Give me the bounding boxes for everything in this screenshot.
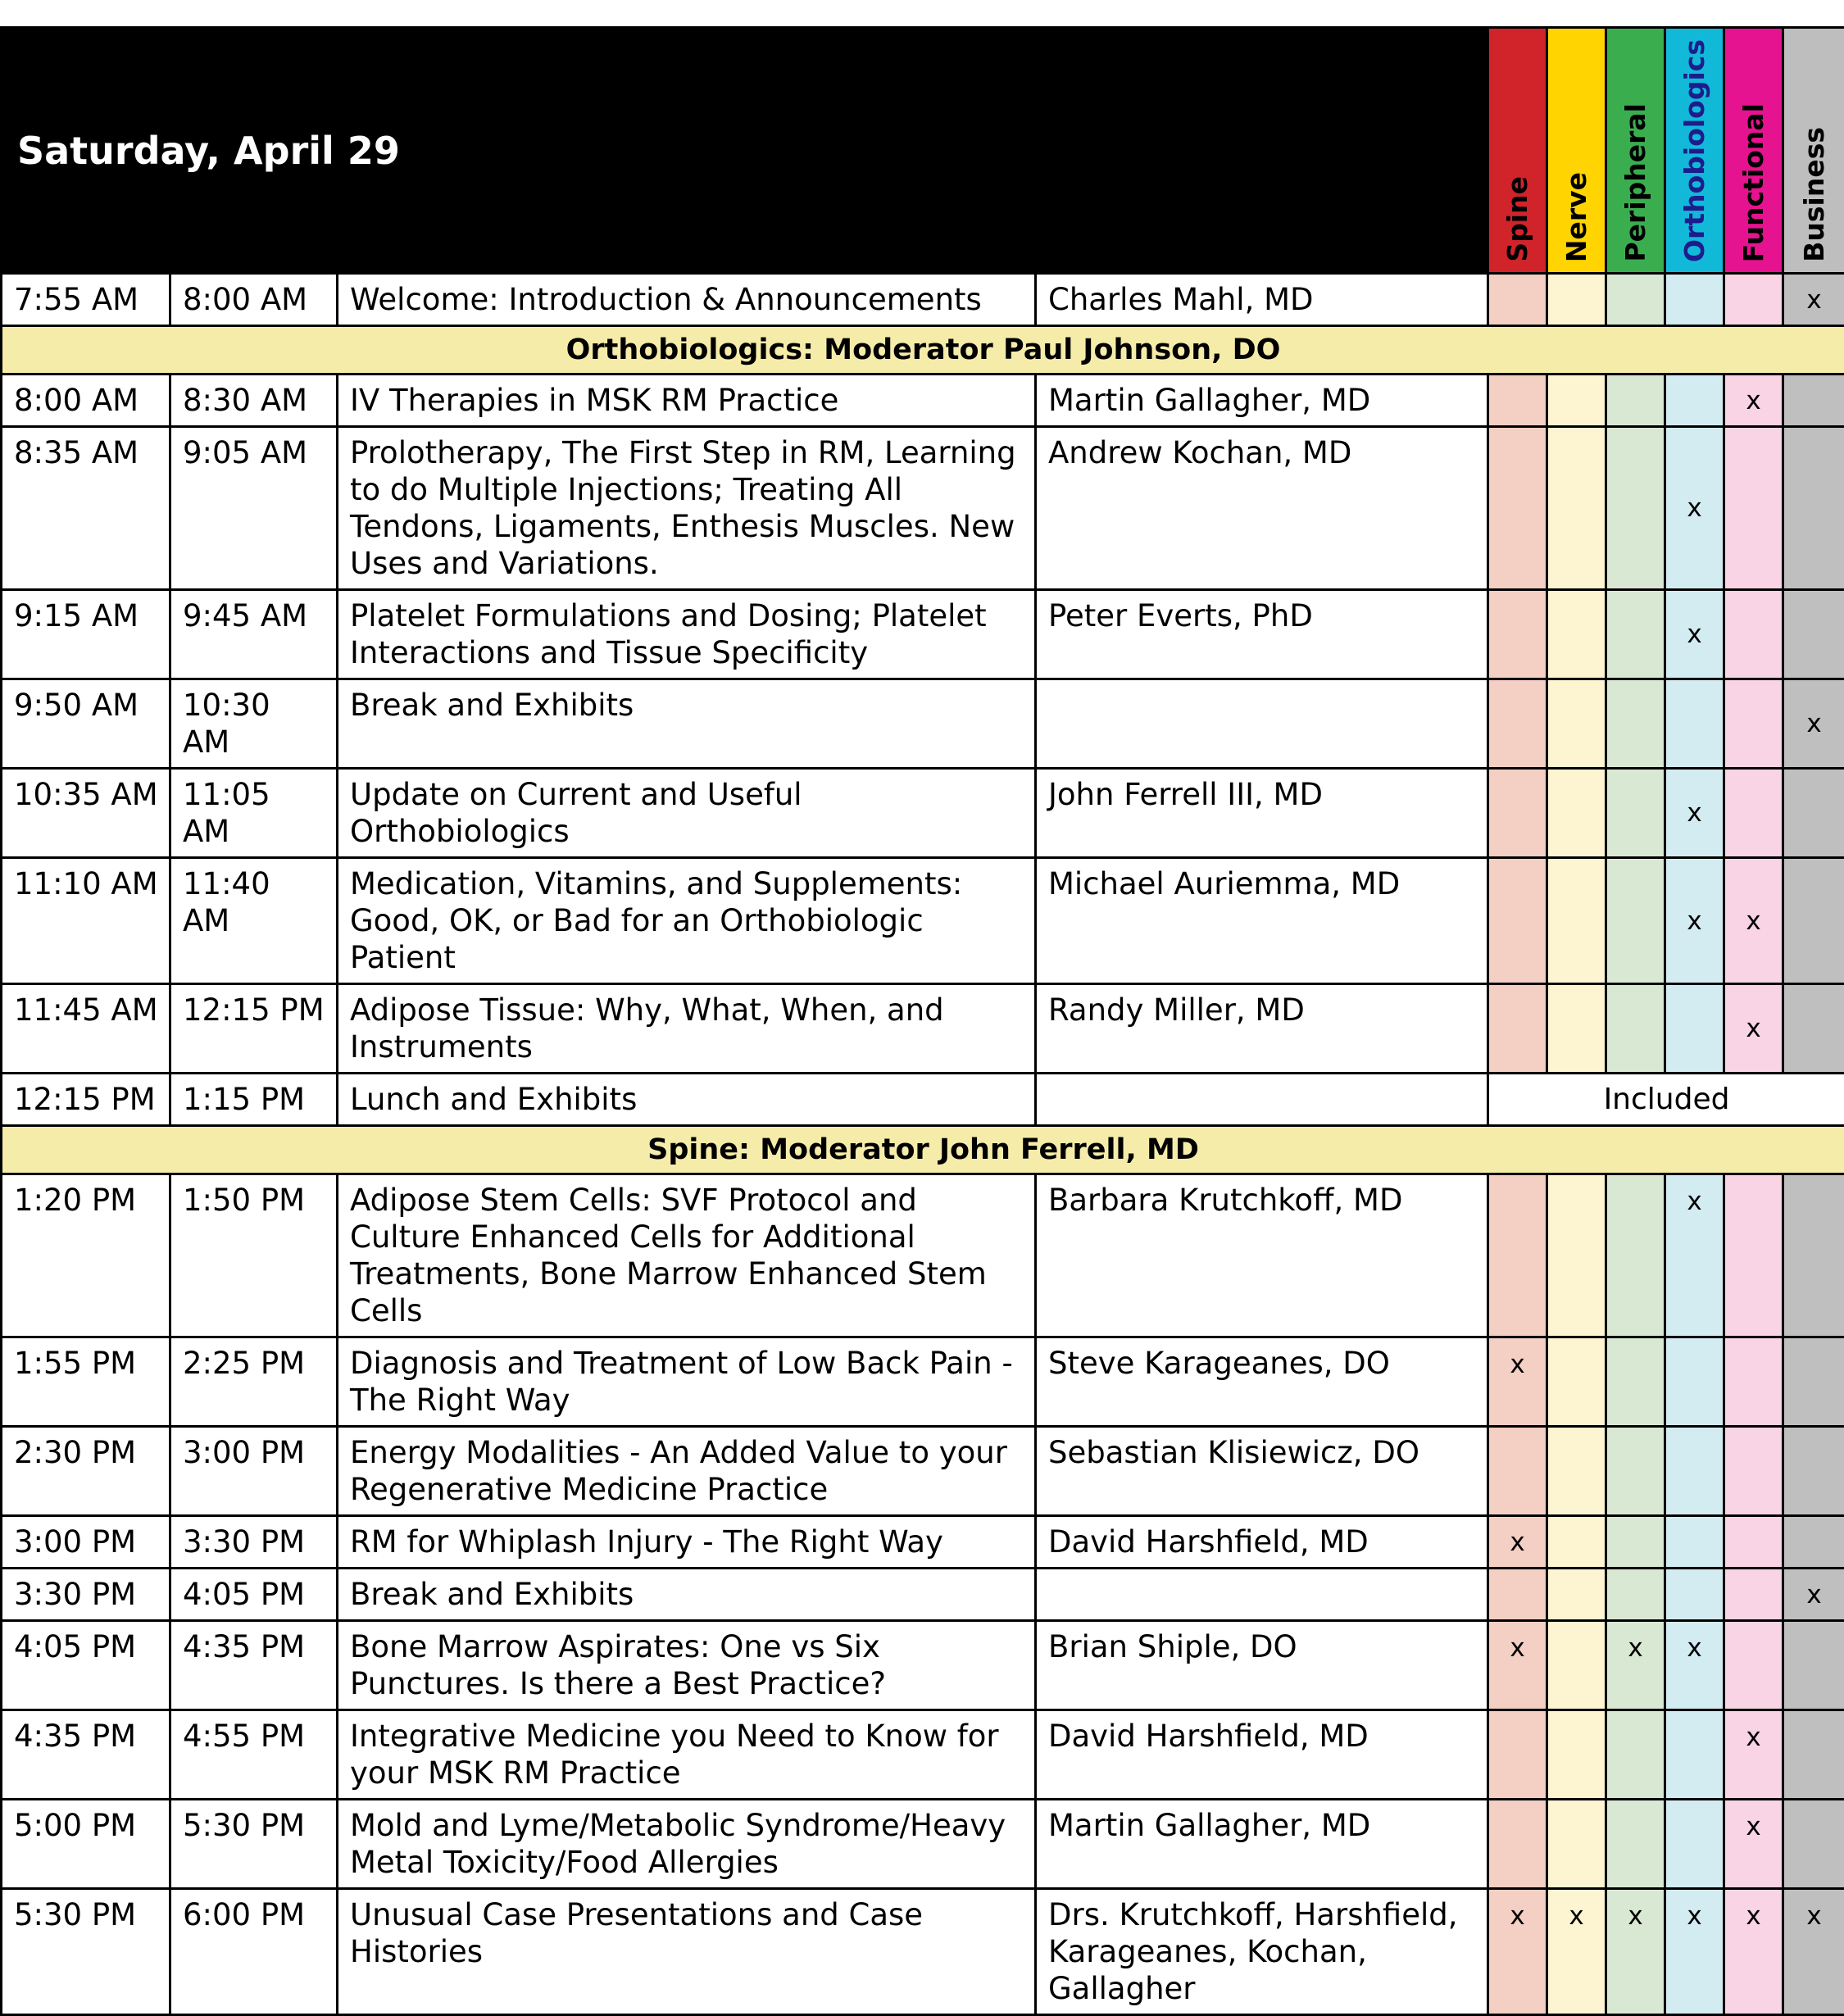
start-time: 8:00 AM: [2, 375, 170, 427]
mark-peripheral: [1606, 1569, 1665, 1621]
mark-spine: [1488, 375, 1547, 427]
session-title: Lunch and Exhibits: [338, 1074, 1036, 1126]
session-row: [2, 1516, 1844, 1569]
mark-business: [1783, 1427, 1844, 1516]
speaker: Peter Everts, PhD: [1036, 590, 1488, 679]
mark-functional: [1724, 769, 1783, 858]
mark-spine: [1488, 1174, 1547, 1337]
mark-nerve: [1547, 590, 1606, 679]
speaker: Brian Shiple, DO: [1036, 1621, 1488, 1710]
mark-peripheral: [1606, 679, 1665, 769]
mark-nerve: [1547, 1621, 1606, 1710]
mark-spine: x: [1488, 1337, 1547, 1427]
mark-business: [1783, 984, 1844, 1074]
mark-peripheral: [1606, 274, 1665, 326]
speaker: Drs. Krutchkoff, Harshfield, Karageanes, Kochan, Gallagher: [1036, 1889, 1488, 2015]
mark-functional: [1724, 1174, 1783, 1337]
start-time: 9:50 AM: [2, 679, 170, 769]
start-time: 4:05 PM: [2, 1621, 170, 1710]
category-header-spine: [1488, 28, 1547, 274]
mark-nerve: [1547, 1337, 1606, 1427]
mark-business: [1783, 1337, 1844, 1427]
page-title: Saturday, April 29: [17, 129, 400, 173]
session-title: Energy Modalities - An Added Value to your Regenerative Medicine Practice: [338, 1427, 1036, 1516]
mark-orthobiologics: [1665, 375, 1724, 427]
category-label-spine: Spine: [1504, 176, 1531, 262]
mark-functional: [1724, 1569, 1783, 1621]
mark-orthobiologics: [1665, 984, 1724, 1074]
mark-orthobiologics: [1665, 679, 1724, 769]
mark-functional: x: [1724, 984, 1783, 1074]
end-time: 10:30 AM: [170, 679, 338, 769]
start-time: 7:55 AM: [2, 274, 170, 326]
speaker: [1036, 1569, 1488, 1621]
mark-spine: [1488, 274, 1547, 326]
mark-orthobiologics: [1665, 1710, 1724, 1800]
mark-nerve: [1547, 375, 1606, 427]
mark-spine: [1488, 590, 1547, 679]
end-time: 5:30 PM: [170, 1800, 338, 1889]
session-row: [2, 1889, 1844, 2015]
mark-business: [1783, 427, 1844, 590]
mark-nerve: [1547, 858, 1606, 984]
end-time: 8:30 AM: [170, 375, 338, 427]
mark-peripheral: [1606, 1337, 1665, 1427]
speaker: Steve Karageanes, DO: [1036, 1337, 1488, 1427]
mark-orthobiologics: x: [1665, 769, 1724, 858]
mark-orthobiologics: x: [1665, 427, 1724, 590]
end-time: 11:05 AM: [170, 769, 338, 858]
mark-nerve: [1547, 1569, 1606, 1621]
speaker: John Ferrell III, MD: [1036, 769, 1488, 858]
mark-functional: [1724, 679, 1783, 769]
speaker: Barbara Krutchkoff, MD: [1036, 1174, 1488, 1337]
mark-orthobiologics: x: [1665, 1621, 1724, 1710]
mark-functional: [1724, 427, 1783, 590]
mark-business: [1783, 1800, 1844, 1889]
end-time: 1:50 PM: [170, 1174, 338, 1337]
mark-nerve: [1547, 1516, 1606, 1569]
session-title: Update on Current and Useful Orthobiologics: [338, 769, 1036, 858]
mark-nerve: [1547, 1710, 1606, 1800]
mark-business: [1783, 1621, 1844, 1710]
mark-peripheral: [1606, 1427, 1665, 1516]
session-title: Integrative Medicine you Need to Know for your MSK RM Practice: [338, 1710, 1036, 1800]
mark-functional: [1724, 1427, 1783, 1516]
session-row: [2, 1337, 1844, 1427]
end-time: 9:45 AM: [170, 590, 338, 679]
speaker: Martin Gallagher, MD: [1036, 1800, 1488, 1889]
speaker: David Harshfield, MD: [1036, 1516, 1488, 1569]
mark-functional: [1724, 1516, 1783, 1569]
mark-peripheral: [1606, 427, 1665, 590]
speaker: [1036, 1074, 1488, 1126]
mark-spine: [1488, 1569, 1547, 1621]
category-header-peripheral: [1606, 28, 1665, 274]
start-time: 10:35 AM: [2, 769, 170, 858]
end-time: 1:15 PM: [170, 1074, 338, 1126]
mark-spine: x: [1488, 1621, 1547, 1710]
mark-business: [1783, 1710, 1844, 1800]
category-label-orthobiologics: Orthobiologics: [1681, 39, 1708, 262]
session-row: [2, 1800, 1844, 1889]
session-row: [2, 1621, 1844, 1710]
session-title: Platelet Formulations and Dosing; Platelet Interactions and Tissue Specificity: [338, 590, 1036, 679]
mark-nerve: [1547, 984, 1606, 1074]
start-time: 4:35 PM: [2, 1710, 170, 1800]
category-label-nerve: Nerve: [1563, 172, 1590, 262]
mark-business: [1783, 1174, 1844, 1337]
end-time: 4:55 PM: [170, 1710, 338, 1800]
mark-orthobiologics: x: [1665, 590, 1724, 679]
speaker: Charles Mahl, MD: [1036, 274, 1488, 326]
session-row: [2, 1074, 1844, 1126]
session-row: [2, 858, 1844, 984]
speaker: Martin Gallagher, MD: [1036, 375, 1488, 427]
start-time: 8:35 AM: [2, 427, 170, 590]
mark-nerve: x: [1547, 1889, 1606, 2015]
mark-business: [1783, 590, 1844, 679]
mark-functional: [1724, 1621, 1783, 1710]
session-row: [2, 375, 1844, 427]
mark-functional: x: [1724, 1710, 1783, 1800]
session-title: Adipose Tissue: Why, What, When, and Instruments: [338, 984, 1036, 1074]
mark-orthobiologics: [1665, 1427, 1724, 1516]
mark-spine: [1488, 1710, 1547, 1800]
mark-nerve: [1547, 1174, 1606, 1337]
mark-spine: [1488, 1427, 1547, 1516]
end-time: 8:00 AM: [170, 274, 338, 326]
mark-orthobiologics: x: [1665, 1889, 1724, 2015]
start-time: 1:55 PM: [2, 1337, 170, 1427]
section-header: Spine: Moderator John Ferrell, MD: [2, 1126, 1844, 1174]
session-title: Mold and Lyme/Metabolic Syndrome/Heavy Metal Toxicity/Food Allergies: [338, 1800, 1036, 1889]
mark-business: [1783, 769, 1844, 858]
session-row: [2, 1427, 1844, 1516]
mark-peripheral: [1606, 1174, 1665, 1337]
start-time: 1:20 PM: [2, 1174, 170, 1337]
mark-peripheral: [1606, 858, 1665, 984]
mark-business: [1783, 375, 1844, 427]
speaker: Randy Miller, MD: [1036, 984, 1488, 1074]
speaker: Sebastian Klisiewicz, DO: [1036, 1427, 1488, 1516]
session-title: Bone Marrow Aspirates: One vs Six Punctures. Is there a Best Practice?: [338, 1621, 1036, 1710]
speaker: Michael Auriemma, MD: [1036, 858, 1488, 984]
session-title: Medication, Vitamins, and Supplements: Good, OK, or Bad for an Orthobiologic Patient: [338, 858, 1036, 984]
start-time: 9:15 AM: [2, 590, 170, 679]
mark-peripheral: [1606, 1516, 1665, 1569]
end-time: 2:25 PM: [170, 1337, 338, 1427]
start-time: 11:45 AM: [2, 984, 170, 1074]
start-time: 3:00 PM: [2, 1516, 170, 1569]
session-row: [2, 274, 1844, 326]
end-time: 3:00 PM: [170, 1427, 338, 1516]
mark-nerve: [1547, 679, 1606, 769]
mark-peripheral: [1606, 1800, 1665, 1889]
mark-business: x: [1783, 274, 1844, 326]
session-row: [2, 1710, 1844, 1800]
section-row: [2, 326, 1844, 375]
category-header-functional: [1724, 28, 1783, 274]
mark-functional: [1724, 274, 1783, 326]
mark-spine: x: [1488, 1516, 1547, 1569]
session-title: Unusual Case Presentations and Case Histories: [338, 1889, 1036, 2015]
mark-business: [1783, 858, 1844, 984]
session-row: [2, 590, 1844, 679]
mark-spine: [1488, 858, 1547, 984]
end-time: 4:35 PM: [170, 1621, 338, 1710]
mark-orthobiologics: [1665, 1337, 1724, 1427]
mark-functional: [1724, 1337, 1783, 1427]
mark-peripheral: x: [1606, 1889, 1665, 2015]
mark-peripheral: x: [1606, 1621, 1665, 1710]
schedule-table: [0, 26, 1844, 2016]
session-title: RM for Whiplash Injury - The Right Way: [338, 1516, 1036, 1569]
category-header-orthobiologics: [1665, 28, 1724, 274]
mark-functional: x: [1724, 858, 1783, 984]
category-header-business: [1783, 28, 1844, 274]
mark-orthobiologics: [1665, 1569, 1724, 1621]
session-title: Break and Exhibits: [338, 1569, 1036, 1621]
end-time: 12:15 PM: [170, 984, 338, 1074]
speaker: David Harshfield, MD: [1036, 1710, 1488, 1800]
header-row: [2, 28, 1844, 274]
mark-functional: [1724, 590, 1783, 679]
mark-orthobiologics: x: [1665, 858, 1724, 984]
mark-business: [1783, 1516, 1844, 1569]
mark-business: x: [1783, 679, 1844, 769]
mark-peripheral: [1606, 769, 1665, 858]
mark-spine: [1488, 679, 1547, 769]
section-header: Orthobiologics: Moderator Paul Johnson, DO: [2, 326, 1844, 375]
category-label-business: Business: [1801, 127, 1828, 262]
end-time: 11:40 AM: [170, 858, 338, 984]
mark-functional: x: [1724, 1800, 1783, 1889]
category-label-peripheral: Peripheral: [1622, 103, 1649, 262]
end-time: 6:00 PM: [170, 1889, 338, 2015]
mark-functional: x: [1724, 1889, 1783, 2015]
mark-spine: [1488, 427, 1547, 590]
session-title: Welcome: Introduction & Announcements: [338, 274, 1036, 326]
mark-nerve: [1547, 274, 1606, 326]
end-time: 9:05 AM: [170, 427, 338, 590]
mark-spine: x: [1488, 1889, 1547, 2015]
mark-nerve: [1547, 769, 1606, 858]
start-time: 2:30 PM: [2, 1427, 170, 1516]
session-title: Diagnosis and Treatment of Low Back Pain - The Right Way: [338, 1337, 1036, 1427]
mark-nerve: [1547, 1427, 1606, 1516]
session-row: [2, 679, 1844, 769]
start-time: 5:00 PM: [2, 1800, 170, 1889]
start-time: 3:30 PM: [2, 1569, 170, 1621]
mark-peripheral: [1606, 375, 1665, 427]
session-row: [2, 1569, 1844, 1621]
section-row: [2, 1126, 1844, 1174]
session-title: Prolotherapy, The First Step in RM, Learning to do Multiple Injections; Treating All Tendons, Ligaments, Enthesis Muscles. New Uses and Variations.: [338, 427, 1036, 590]
start-time: 5:30 PM: [2, 1889, 170, 2015]
mark-nerve: [1547, 427, 1606, 590]
schedule-body: [2, 274, 1844, 2015]
included-label: Included: [1488, 1074, 1844, 1126]
mark-functional: x: [1724, 375, 1783, 427]
mark-orthobiologics: x: [1665, 1174, 1724, 1337]
mark-peripheral: [1606, 984, 1665, 1074]
mark-orthobiologics: [1665, 1800, 1724, 1889]
end-time: 3:30 PM: [170, 1516, 338, 1569]
start-time: 12:15 PM: [2, 1074, 170, 1126]
mark-orthobiologics: [1665, 1516, 1724, 1569]
speaker: [1036, 679, 1488, 769]
mark-business: x: [1783, 1889, 1844, 2015]
session-row: [2, 769, 1844, 858]
session-row: [2, 427, 1844, 590]
mark-nerve: [1547, 1800, 1606, 1889]
mark-spine: [1488, 984, 1547, 1074]
mark-spine: [1488, 1800, 1547, 1889]
mark-spine: [1488, 769, 1547, 858]
header-title-cell: [2, 28, 1488, 274]
session-title: Break and Exhibits: [338, 679, 1036, 769]
start-time: 11:10 AM: [2, 858, 170, 984]
session-row: [2, 984, 1844, 1074]
category-label-functional: Functional: [1740, 103, 1767, 262]
speaker: Andrew Kochan, MD: [1036, 427, 1488, 590]
mark-orthobiologics: [1665, 274, 1724, 326]
category-header-nerve: [1547, 28, 1606, 274]
end-time: 4:05 PM: [170, 1569, 338, 1621]
session-title: IV Therapies in MSK RM Practice: [338, 375, 1036, 427]
session-title: Adipose Stem Cells: SVF Protocol and Culture Enhanced Cells for Additional Treatments, Bone Marrow Enhanced Stem Cells: [338, 1174, 1036, 1337]
mark-peripheral: [1606, 1710, 1665, 1800]
mark-peripheral: [1606, 590, 1665, 679]
session-row: [2, 1174, 1844, 1337]
mark-business: x: [1783, 1569, 1844, 1621]
